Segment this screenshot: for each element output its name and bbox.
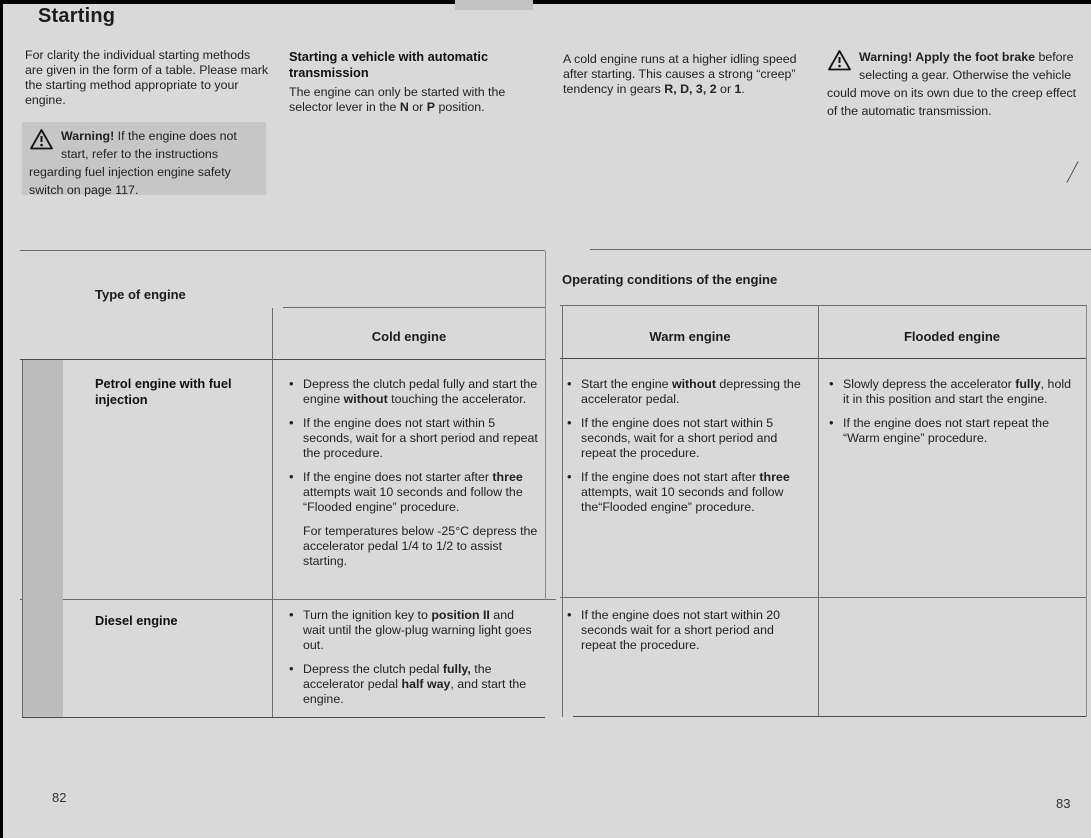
bullet-item: • Depress the clutch pedal fully, the accelerator pedal half way, and start the engine. [288, 662, 538, 707]
cold-idle-note: A cold engine runs at a higher idling speed after starting. This causes a strong “creep” tendency in gears R, D, 3, 2 or 1. [563, 52, 797, 96]
bullet-item: • If the engine does not start after three attempts, wait 10 seconds and follow the“Flooded engine” procedure. [566, 470, 812, 515]
page-number-left: 82 [52, 790, 67, 805]
section-heading: Starting a vehicle with automatic transmission [289, 49, 489, 80]
bullet-item: • If the engine does not starter after three attempts wait 10 seconds and follow the “Flooded engine” procedure. [288, 470, 538, 515]
table-row-accent-strip [23, 360, 63, 717]
table-rule [20, 359, 545, 360]
bullet-item: • Start the engine without depressing the accelerator pedal. [566, 377, 812, 407]
bullet-item: • If the engine does not start within 20 seconds wait for a short period and repeat the procedure. [566, 608, 812, 653]
foot-brake-warning [827, 48, 1081, 120]
table-rule [560, 305, 1087, 306]
bullet-item: • Slowly depress the accelerator fully, hold it in this position and start the engine. [828, 377, 1078, 407]
warning-box-text: Warning! If the engine does not start, refer to the instructions regarding fuel injection engine safety switch on page 117. [29, 129, 237, 197]
cell-petrol-warm [566, 377, 812, 524]
intro-paragraph: For clarity the individual starting methods are given in the form of a table. Please mark the starting method appropriate to your engine. [25, 48, 269, 107]
table-rule [20, 599, 556, 600]
page-title: Starting [38, 5, 116, 27]
scan-artifact [455, 0, 533, 10]
section-body: The engine can only be started with the selector lever in the N or P position. [289, 85, 506, 114]
bullet-item: • Depress the clutch pedal fully and start the engine without touching the accelerator. [288, 377, 538, 407]
table-rule [22, 717, 545, 718]
warning-box [22, 122, 266, 195]
cell-diesel-warm [566, 608, 812, 662]
table-rule [573, 716, 1087, 717]
cell-petrol-flooded [828, 377, 1078, 455]
foot-brake-warning-text: Warning! Apply the foot brake before selecting a gear. Otherwise the vehicle could move on its own due to the creep effect of the automatic transmission. [827, 50, 1077, 118]
table-col-group-header: Operating conditions of the engine [562, 272, 778, 287]
table-rule-vertical [562, 306, 563, 717]
row-label-diesel: Diesel engine [95, 613, 178, 628]
scan-border-left [0, 0, 3, 838]
bullet-item: • If the engine does not start within 5 seconds, wait for a short period and repeat the procedure. [288, 416, 538, 461]
table-rule [560, 597, 1087, 598]
page-number-right: 83 [1056, 796, 1071, 811]
cell-note: For temperatures below -25°C depress the accelerator pedal 1/4 to 1/2 to assist starting. [303, 524, 538, 568]
table-rule [283, 307, 545, 308]
cell-petrol-cold [288, 377, 538, 569]
column-header-flooded: Flooded engine [903, 329, 1001, 344]
table-rule [20, 250, 545, 251]
scan-border-top [0, 0, 1091, 4]
warning-icon [29, 128, 54, 150]
auto-transmission-section [289, 49, 538, 115]
scan-artifact [1066, 161, 1078, 183]
page-fold-line [545, 251, 546, 600]
table-rule-vertical [272, 308, 273, 717]
bullet-item: • Turn the ignition key to position II and wait until the glow-plug warning light goes out. [288, 608, 538, 653]
row-label-petrol: Petrol engine with fuel injection [95, 376, 232, 407]
table-row-header: Type of engine [95, 287, 186, 302]
bullet-item: • If the engine does not start within 5 seconds, wait for a short period and repeat the procedure. [566, 416, 812, 461]
table-rule [590, 249, 1091, 250]
column-header-warm: Warm engine [649, 329, 731, 344]
cell-diesel-cold [288, 608, 538, 716]
bullet-item: • If the engine does not start repeat the “Warm engine” procedure. [828, 416, 1078, 446]
column-header-cold: Cold engine [371, 329, 447, 344]
table-rule [560, 358, 1087, 359]
table-rule-vertical [1086, 306, 1087, 717]
table-rule-vertical [818, 306, 819, 717]
warning-icon [827, 49, 852, 71]
